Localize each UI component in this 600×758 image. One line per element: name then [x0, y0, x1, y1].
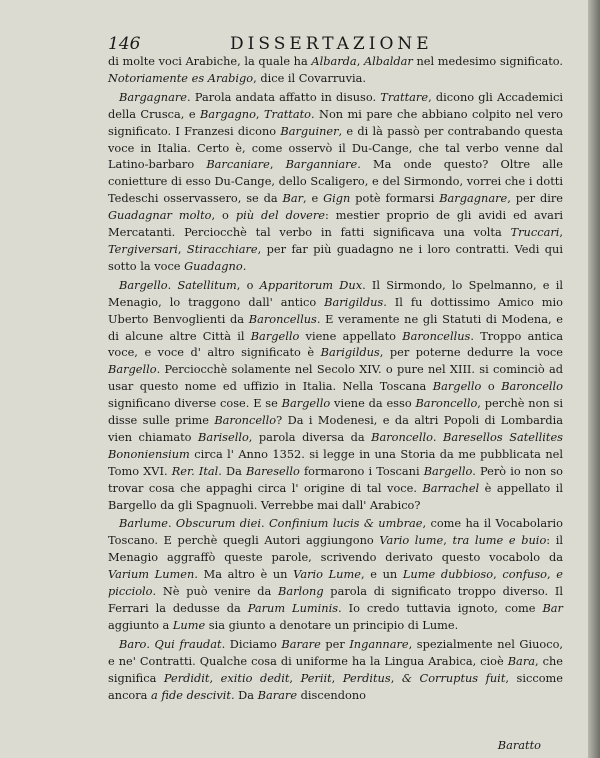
text-run: . Non mi pare che abbiano colpito nel vero significato. I Franzesi dicono: [108, 106, 563, 138]
italic-run: Parum Luminis: [247, 601, 339, 615]
text-run: , per poterne dedurre la voce: [379, 345, 563, 360]
text-run: , e un: [360, 567, 403, 582]
italic-run: Barganniare: [285, 157, 358, 172]
text-run: , siccome ancora: [108, 670, 563, 702]
italic-run: Barigildus: [320, 345, 380, 360]
italic-run: Baroncello: [214, 413, 277, 428]
italic-run: Obscurum diei: [175, 516, 262, 531]
text-run: viene da esso: [330, 396, 416, 411]
italic-run: Baresello: [246, 463, 300, 478]
italic-run: Bar: [542, 601, 563, 615]
text-run: : il Menagio aggraffò queste parole, scrivendo derivato questo vocabolo da: [108, 533, 563, 565]
text-run: , e di là passò per contrabando questa voce in Italia. Certo è, come osservò il Du-Cange, che tal verbo venne dal Latino-barbaro: [108, 123, 563, 172]
italic-run: Guadagnar molto: [108, 208, 212, 223]
italic-run: Rer. Ital.: [171, 463, 222, 478]
italic-run: Bargello: [250, 328, 300, 343]
italic-run: Lume: [172, 617, 206, 632]
text-run: : mestier proprio de gli avidi ed avari Mercatanti. Perciocchè tal verbo in fatti significava una volta: [108, 208, 563, 240]
text-run: Da: [221, 463, 246, 478]
italic-run: Barlong: [278, 584, 324, 599]
italic-run: Vario Lume: [293, 567, 361, 582]
text-run: circa l' Anno 1352. si legge in una Storia da me pubblicata nel Tomo XVI.: [108, 446, 563, 478]
text-run: . Perciocchè solamente nel Secolo XIV. o pure nel XIII. si cominciò ad usar questo nome ed uffizio in Italia. Nella Toscana: [108, 362, 563, 394]
italic-run: Baroncello: [371, 429, 433, 444]
text-run: ,: [493, 567, 503, 582]
italic-run: Barigildus: [324, 294, 384, 309]
text-run: , dicono gli Accademici della Crusca, e: [108, 89, 563, 121]
italic-run: Confinium lucis & umbrae: [269, 516, 423, 531]
italic-run: Vario lume: [379, 533, 444, 548]
italic-run: Stiracchiare: [186, 241, 258, 256]
text-run: , che significa: [108, 653, 563, 685]
text-run: . Diciamo: [221, 636, 282, 651]
italic-run: Tergiversari: [108, 241, 178, 256]
text-run: , per dire: [507, 191, 563, 206]
italic-run: Albaldar: [363, 54, 413, 68]
text-run: è appellato il Bargello da gli Spagnuoli. Verrebbe mai dall' Arabico?: [108, 480, 564, 512]
text-run: viene appellato: [299, 328, 403, 343]
italic-run: Barisello: [198, 429, 249, 444]
text-run: , e: [303, 191, 324, 206]
text-run: . Il Sirmondo, lo Spelmanno, e il Menagio, lo traggono dall' antico: [108, 277, 563, 309]
italic-run: Periit: [300, 670, 332, 685]
italic-run: tra lume e buio: [452, 533, 547, 548]
text-run: significano diverse cose. E se: [108, 396, 282, 411]
italic-run: Satellitum: [177, 277, 237, 292]
text-run: . Però io non so trovar cosa che appaghi circa l' origine di tal voce.: [108, 463, 564, 495]
text-run: ,: [255, 106, 264, 121]
text-run: , come ha il Vocabolario Toscano. E perchè quegli Autori aggiungono: [108, 516, 563, 548]
italic-run: Baroncellus: [402, 328, 471, 343]
text-run: discendono: [297, 687, 366, 702]
italic-run: Gign: [323, 191, 351, 206]
text-run: .: [242, 258, 247, 273]
italic-run: Bargagnare: [119, 89, 188, 104]
italic-run: a fide descivit: [151, 687, 231, 702]
italic-run: Bargagnare: [439, 191, 508, 206]
italic-run: exitio dedit: [220, 670, 290, 685]
italic-run: Lume dubbioso: [402, 567, 494, 582]
text-run: ? Da i Modenesi, e da altri Popoli di Lombardia vien chiamato: [108, 413, 563, 444]
italic-run: Bar: [282, 191, 304, 206]
italic-run: Apparitorum Dux: [259, 277, 363, 292]
italic-run: Barlume: [119, 516, 168, 531]
italic-run: Guadagno: [184, 258, 243, 273]
text-run: . Troppo antica voce, e voce d' altro significato è: [108, 328, 563, 360]
italic-run: Baro: [119, 636, 147, 651]
italic-run: Perdidit: [163, 670, 210, 685]
text-run: , o: [211, 208, 236, 223]
text-run: nel medesimo significato.: [412, 54, 563, 68]
italic-run: Bargello: [281, 396, 331, 411]
text-run: ,: [356, 54, 364, 68]
text-run: ,: [547, 567, 557, 582]
italic-run: Notoriamente es Arabigo: [108, 70, 254, 85]
catchword: Baratto: [497, 738, 541, 752]
italic-run: e picciolo: [108, 567, 564, 599]
text-run: ,: [559, 225, 563, 240]
italic-run: Baroncello: [415, 396, 478, 411]
italic-run: Baroncellus: [248, 311, 317, 326]
italic-run: Truccari: [510, 225, 560, 240]
text-run: , spezialmente nel Giuoco, e ne' Contratti. Qualche cosa di uniforme ha la Lingua Arabica, cioè: [108, 636, 564, 668]
text-run: ,: [289, 670, 301, 685]
text-run: ,: [390, 670, 402, 685]
body-text: [108, 53, 563, 703]
text-run: per: [320, 636, 350, 651]
italic-run: Trattare: [380, 89, 429, 104]
text-run: , per far più guadagno ne i loro contratti. Vedi qui sotto la voce: [108, 241, 563, 273]
text-run: .: [432, 429, 444, 444]
italic-run: Barcaniare: [206, 157, 270, 172]
text-run: . E veramente ne gli Statuti di Modena, e di alcune altre Città il: [108, 311, 563, 343]
text-run: . Nè può venire da: [152, 584, 279, 599]
text-run: di molte voci Arabiche, la quale ha: [108, 54, 312, 68]
page-edge: [588, 0, 600, 758]
text-run: ,: [331, 670, 343, 685]
text-run: .: [167, 277, 178, 292]
italic-run: Baresellos Satellites Bononiensium: [108, 429, 563, 461]
italic-run: Barare: [281, 636, 321, 651]
italic-run: Barguiner: [280, 123, 339, 138]
paragraph-continuation: [108, 53, 563, 87]
page-number: 146: [108, 34, 141, 54]
text-run: ,: [209, 670, 221, 685]
text-run: . Da: [230, 687, 258, 702]
text-run: . Parola andata affatto in disuso.: [187, 89, 381, 104]
entry-barlume: [108, 515, 563, 633]
text-run: ,: [443, 533, 453, 548]
text-run: o: [481, 379, 502, 394]
text-run: . Ma onde questo? Oltre alle conietture di esso Du-Cange, dello Scaligero, e del Sirmondo, vorrei che i dotti Tedeschi osservassero, se da: [108, 157, 563, 206]
italic-run: Barare: [257, 687, 298, 702]
text-run: , dice il Covarruvia.: [253, 70, 366, 85]
text-run: , o: [236, 277, 260, 292]
italic-run: Perditus: [342, 670, 391, 685]
text-run: . Il fu dottissimo Amico mio Uberto Benvoglienti da: [108, 294, 564, 326]
text-run: .: [167, 516, 176, 531]
text-run: aggiunto a: [108, 617, 173, 632]
text-run: . Ma altro è un: [194, 567, 294, 582]
text-run: , parola diversa da: [248, 429, 372, 444]
italic-run: Bargello: [119, 277, 168, 292]
entry-bargello: [108, 277, 563, 514]
italic-run: confuso: [502, 567, 548, 582]
italic-run: più del dovere: [235, 208, 325, 223]
entry-bargagnare: [108, 89, 563, 275]
text-run: ,: [269, 157, 286, 172]
italic-run: Trattato: [263, 106, 311, 121]
italic-run: Bargello: [432, 379, 482, 394]
italic-run: & Corruptus fuit: [401, 670, 506, 685]
text-run: , perchè non si disse sulle prime: [108, 396, 563, 428]
text-run: ,: [177, 241, 187, 256]
italic-run: Ingannare: [349, 636, 409, 651]
text-run: . Io credo tuttavia ignoto, come: [338, 601, 543, 615]
italic-run: Bara: [507, 653, 536, 668]
text-run: .: [146, 636, 155, 651]
text-run: formarono i Toscani: [299, 463, 424, 478]
italic-run: Albarda: [311, 54, 357, 68]
italic-run: Bargello: [423, 463, 473, 478]
italic-run: Varium Lumen: [108, 567, 195, 582]
text-run: sia giunto a denotare un principio di Lume.: [205, 617, 459, 632]
entry-baro: [108, 636, 563, 704]
text-run: .: [261, 516, 269, 531]
italic-run: Bargello: [108, 362, 157, 377]
running-title: DISSERTAZIONE: [230, 34, 433, 54]
italic-run: Barrachel: [422, 480, 480, 495]
italic-run: Bargagno: [199, 106, 256, 121]
text-run: parola di significato troppo diverso. Il Ferrari la dedusse da: [108, 584, 563, 615]
italic-run: Qui fraudat: [154, 636, 222, 651]
text-run: potè formarsi: [350, 191, 440, 206]
italic-run: Baroncello: [501, 379, 563, 394]
